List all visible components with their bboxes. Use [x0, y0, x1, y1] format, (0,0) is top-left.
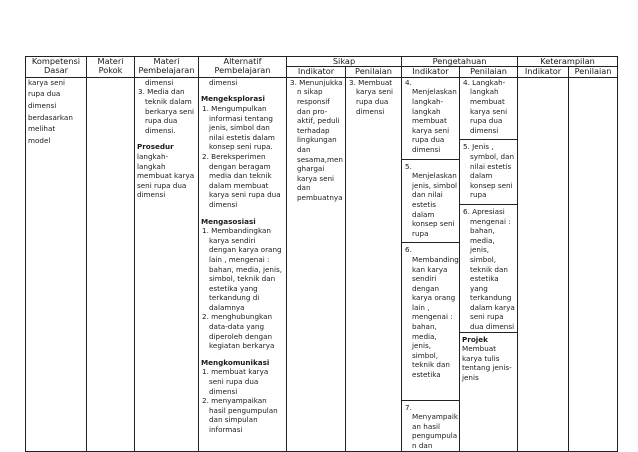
cell-materi-pembelajaran	[135, 77, 199, 451]
cell-keterampilan-indikator	[518, 77, 569, 451]
cell-alternatif-pembelajaran	[199, 77, 287, 451]
header-sikap-penilaian: Penilaian	[346, 67, 402, 77]
alternatif-line: dimensi	[209, 77, 238, 87]
kd-line: model	[28, 135, 51, 145]
cell-sikap-indikator	[287, 77, 346, 451]
header-alternatif-pembelajaran: Alternatif Pembelajaran	[199, 57, 287, 78]
komunikasi-title: Mengkomunikasi	[201, 357, 270, 367]
asosiasi-item: 2. menghubungkan data-data yang diperoleh dengan kegiatan berkarya	[202, 312, 275, 351]
header-pengetahuan-penilaian: Penilaian	[460, 67, 518, 77]
eksplorasi-title: Mengeksplorasi	[201, 94, 265, 104]
sikap-penilaian-item: 3. Membuat karya seni rupa dua dimensi	[349, 77, 394, 116]
kd-line: berdasarkan	[28, 112, 73, 122]
cell-materi-pokok	[87, 77, 135, 451]
sikap-indikator-item: 3. Menunjukka n sikap responsif dan pro-aktif, peduli terhadap lingkungan dan sesama,men ghargai karya seni dan pembuatnya	[290, 77, 343, 202]
cell-pengetahuan-penilaian	[460, 77, 518, 451]
kd-line: melihat	[28, 124, 56, 134]
cell-sikap-penilaian	[346, 77, 402, 451]
header-pengetahuan-indikator: Indikator	[402, 67, 460, 77]
pengetahuan-penilaian-item: 6. Apresiasi mengenai : bahan, media, jenis, simbol, teknik dan estetika yang terkandung dalam karya seni rupa dua dimensi	[463, 206, 515, 332]
header-keterampilan-penilaian: Penilaian	[569, 67, 618, 77]
silabus-table	[25, 56, 618, 452]
pengetahuan-penilaian-item: 4. Langkah-langkah membuat karya seni rupa dua dimensi	[463, 77, 508, 135]
cell-kompetensi-dasar	[26, 77, 87, 451]
materi-line: dimensi	[145, 77, 174, 87]
komunikasi-item: 2. menyampaikan hasil pengumpulan dan simpulan informasi	[202, 396, 278, 434]
asosiasi-item: 1. Membandingkan karya sendiri dengan karya orang lain , mengenai : bahan, media, jenis, simbol, teknik dan estetika yang terkandung di dalamnya	[202, 226, 283, 312]
header-materi-pokok: Materi Pokok	[87, 57, 135, 78]
cell-pengetahuan-indikator	[402, 77, 460, 451]
materi-item-3: 3. Media dan teknik dalam berkarya seni rupa dua dimensi.	[138, 87, 194, 135]
header-sikap: Sikap	[287, 57, 402, 67]
asosiasi-title: Mengasosiasi	[201, 216, 256, 226]
pengetahuan-indikator-item: 4. Menjelaskan langkah-langkah membuat karya seni rupa dua dimensi	[405, 77, 457, 154]
pengetahuan-indikator-item: 5. Menjelaskan jenis, simbol dan nilai estetis dalam konsep seni rupa	[405, 161, 458, 238]
header-keterampilan-indikator: Indikator	[518, 67, 569, 77]
header-materi-pembelajaran: Materi Pembelajaran	[135, 57, 199, 78]
projek-title: Projek	[462, 334, 488, 344]
eksplorasi-item: 2. Bereksperimen dengan beragam media dan teknik dalam membuat karya seni rupa dua dimensi	[202, 151, 281, 209]
kd-line: karya seni	[28, 77, 66, 87]
header-sikap-indikator: Indikator	[287, 67, 346, 77]
komunikasi-item: 1. membuat karya seni rupa dua dimensi	[202, 367, 269, 396]
header-keterampilan: Keterampilan	[518, 57, 618, 67]
pengetahuan-indikator-item: 6. Membanding kan karya sendiri dengan karya orang lain , mengenai : bahan, media, jenis, simbol, teknik dan estetika	[405, 245, 459, 380]
pengetahuan-penilaian-item: 5. Jenis , symbol, dan nilai estetis dalam konsep seni rupa	[463, 142, 515, 200]
eksplorasi-item: 1. Mengumpulkan informasi tentang jenis, simbol dan nilai estetis dalam konsep seni rupa.	[202, 104, 275, 152]
cell-keterampilan-penilaian	[569, 77, 618, 451]
kd-line: dimensi	[28, 101, 57, 110]
pengetahuan-indikator-item: 7. Menyampaik an hasil pengumpula n dan	[405, 402, 458, 450]
header-kompetensi-dasar: Kompetensi Dasar	[26, 57, 87, 78]
projek-text: Membuat karya tulis tentang jenis-jenis	[462, 344, 512, 383]
prosedur-title: Prosedur	[137, 142, 174, 152]
kd-line: rupa dua	[28, 89, 61, 99]
header-pengetahuan: Pengetahuan	[402, 57, 518, 67]
prosedur-text: langkah-langkah membuat karya seni rupa dua dimensi	[137, 151, 195, 200]
